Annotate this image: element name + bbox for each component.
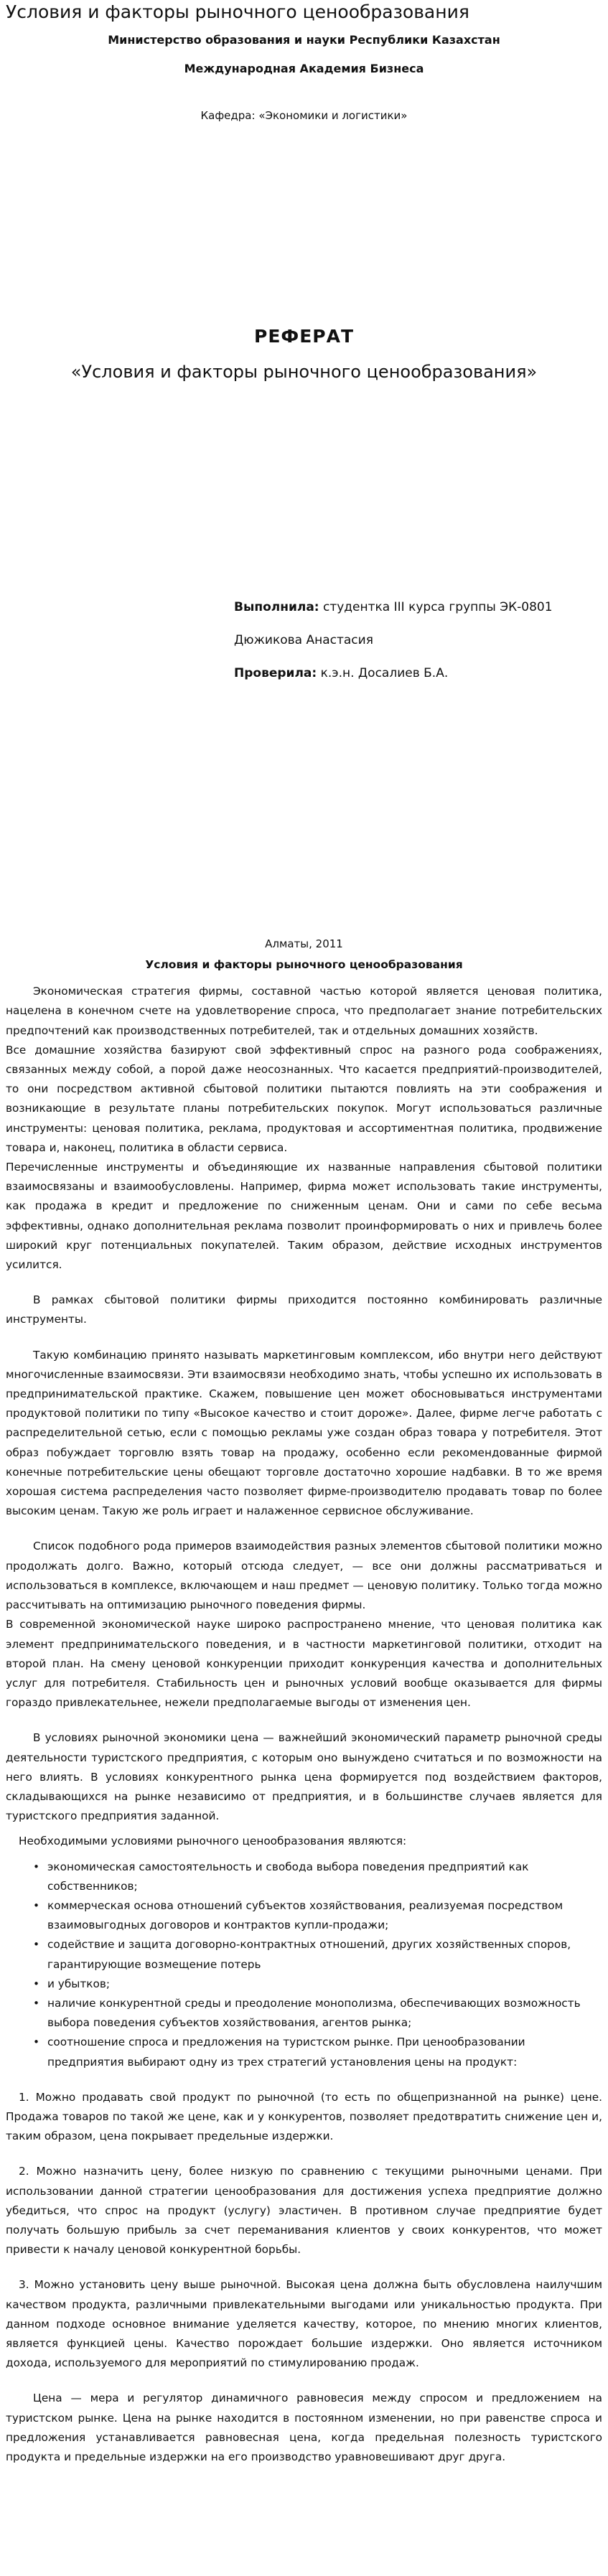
essay-body [6,955,602,2467]
paragraph: 3. Можно установить цену выше рыночной. Высокая цена должна быть обусловлена наилучшим качеством продукта, различными привлекательными выгодами или уникальностью продукта. При данном подходе основное внимание уделяется качеству, которое, по мнению многих клиентов, является функцией цены. Качество порождает большие издержки. Оно является источником дохода, используемого для мероприятий по стимулированию продаж. [6,2278,602,2370]
author-label: Выполнила: [234,600,319,614]
paragraph: В рамках сбытовой политики фирмы приходится постоянно комбинировать различные инструменты. [6,1293,602,1326]
conditions-list [6,1858,602,2072]
student-name: Дюжикова Анастасия [234,633,373,647]
essay-subject: «Условия и факторы рыночного ценообразования» [70,362,538,382]
list-item: • наличие конкурентной среды и преодоление монополизма, обеспечивающих возможность выбора поведения субъектов хозяйствования, агентов рынка; [33,1994,602,2033]
body-heading: Условия и факторы рыночного ценообразования [145,958,463,971]
department-line: Кафедра: «Экономики и логистики» [200,109,408,122]
city-year: Алматы, 2011 [265,937,343,950]
paragraph: Необходимыми условиями рыночного ценообразования являются: [19,1835,407,1848]
list-item: • соотношение спроса и предложения на туристском рынке. При ценообразовании предприятия выбирают одну из трех стратегий установления цены на продукт: [33,2033,602,2071]
list-item: • и убытков; [33,1975,602,1994]
document-title: Условия и факторы рыночного ценообразования [6,1,469,22]
paragraph: 2. Можно назначить цену, более низкую по сравнению с текущими рыночными ценами. При использовании данной стратегии ценообразования для достижения успеха предприятие должно убедиться, что спрос на продукт (услугу) эластичен. В противном случае предприятие будет получать большую прибыль за счет переманивания клиентов у своих конкурентов, что может привести к началу ценовой конкурентной борьбы. [6,2165,602,2257]
checker-value: к.э.н. Досалиев Б.А. [317,666,449,680]
academy-line: Международная Академия Бизнеса [184,62,424,75]
list-item: • содействие и защита договорно-контрактных отношений, других хозяйственных споров, гарантирующие возмещение потерь [33,1935,602,1974]
checker-label: Проверила: [234,666,317,680]
list-item: • экономическая самостоятельность и свобода выбора поведения предприятий как собственников; [33,1858,602,1896]
list-item: • коммерческая основа отношений субъектов хозяйствования, реализуемая посредством взаимовыгодных договоров и контрактов купли-продажи; [33,1896,602,1935]
referat-heading: РЕФЕРАТ [254,326,354,347]
paragraph: 1. Можно продавать свой продукт по рыночной (то есть по общепризнанной на рынке) цене. Продажа товаров по такой же цене, как и у конкурентов, позволяет предотвратить снижение цен и, таким образом, цена покрывает предельные издержки. [6,2090,602,2143]
checker-line [234,666,448,680]
author-value: студентка III курса группы ЭК-0801 [319,600,553,614]
paragraph: Такую комбинацию принято называть маркетинговым комплексом, ибо внутри него действуют многочисленные взаимосвязи. Эти взаимосвязи необходимо знать, чтобы успешно их использовать в предпринимательской практике. Скажем, повышение цен может обосновываться инструментами продуктовой политики по типу «Высокое качество и стоит дороже». Далее, фирме легче работать с распределительной сетью, если с помощью рекламы уже создан образ товара у потребителя. Этот образ побуждает торговлю взять товар на продажу, особенно если рекомендованные фирмой конечные потребительские цены обещают торговле достаточно хорошие надбавки. В то же время хорошая система распределения часто позволяет фирме-производителю продавать товар по более высоким ценам. Такую же роль играет и налаженное сервисное обслуживание. [6,1348,602,1518]
paragraph: В условиях рыночной экономики цена — важнейший экономический параметр рыночной среды деятельности туристского предприятия, с которым оно вынуждено считаться и по возможности на него влиять. В условиях конкурентного рынка цена формируется под воздействием факторов, складывающихся на рынке независимо от предприятия, и в большинстве случаев является для туристского предприятия заданной. [6,1731,602,1823]
paragraph: Экономическая стратегия фирмы, составной частью которой является ценовая политика, нацелена в конечном счете на удовлетворение спроса, что предполагает знание потребительских предпочтений как производственных потребителей, так и отдельных домашних хозяйств. [6,985,602,1037]
paragraph: Перечисленные инструменты и объединяющие их названные направления сбытовой политики взаимосвязаны и взаимообусловлены. Например, фирма может использовать такие инструменты, как продажа в кредит и предложение по сниженным ценам. Они и сами по себе весьма эффективны, однако дополнительная реклама позволит проинформировать о них и привлечь более широкий круг потенциальных покупателей. Таким образом, действие исходных инструментов усилится. [6,1161,602,1272]
ministry-line: Министерство образования и науки Республики Казахстан [108,33,500,47]
paragraph: Все домашние хозяйства базируют свой эффективный спрос на разного рода соображениях, связанных между собой, а порой даже неосознанных. Что касается предприятий-производителей, то они посредством активной сбытовой политики пытаются повлиять на эти соображения и возникающие в результате планы потребительских покупок. Могут использоваться различные инструменты: ценовая политика, реклама, продуктовая и ассортиментная политика, продвижение товара и, наконец, политика в области сервиса. [6,1043,602,1154]
paragraph: В современной экономической науке широко распространено мнение, что ценовая политика как элемент предпринимательского поведения, и в частности маркетинговой политики, отходит на второй план. На смену ценовой конкуренции приходит конкуренция качества и дополнительных услуг для потребителя. Стабильность цен и рыночных условий вообще оказывается для фирмы гораздо привлекательнее, нежели предполагаемые выгоды от изменения цен. [6,1618,602,1710]
paragraph: Цена — мера и регулятор динамичного равновесия между спросом и предложением на туристском рынке. Цена на рынке находится в постоянном изменении, но при равенстве спроса и предложения устанавливается равновесная цена, когда предельная полезность туристского продукта и предельные издержки на его производство уравновешивают друг друга. [6,2392,602,2464]
paragraph: Список подобного рода примеров взаимодействия разных элементов сбытовой политики можно продолжать долго. Важно, который отсюда следует, — все они должны рассматриваться и использоваться в комплексе, включающем и наш предмет — ценовую политику. Только тогда можно рассчитывать на оптимизацию рыночного поведения фирмы. [6,1540,602,1612]
author-line [234,600,553,614]
